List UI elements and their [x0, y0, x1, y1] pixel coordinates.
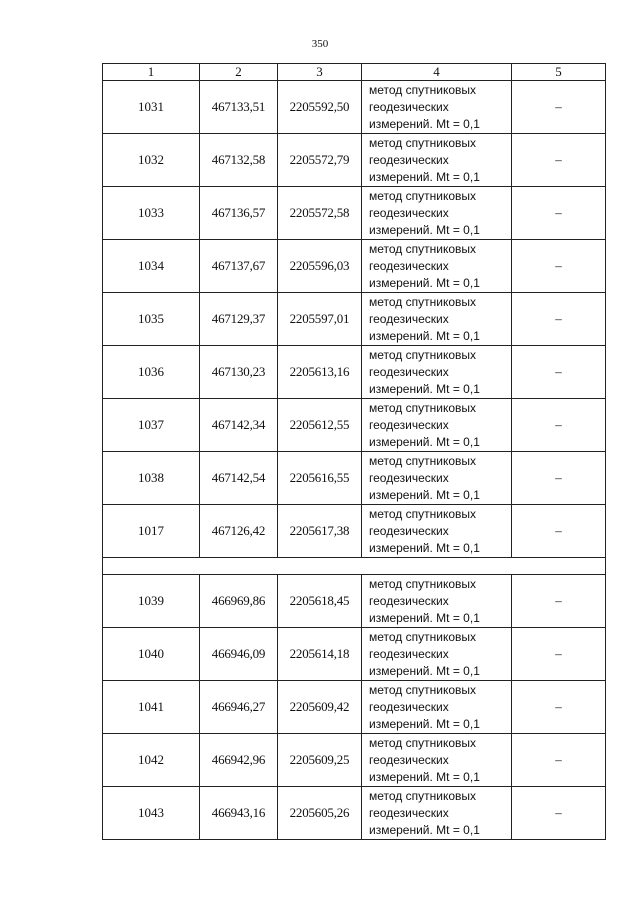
x-coordinate: 466942,96 — [200, 734, 278, 787]
table-row — [103, 187, 606, 240]
method-line-3: измерений. Mt = 0,1 — [369, 275, 480, 290]
point-number: 1035 — [103, 293, 200, 346]
point-number: 1034 — [103, 240, 200, 293]
group-separator-row — [103, 558, 606, 575]
table-row — [103, 681, 606, 734]
method-line-2: геодезических — [369, 593, 449, 608]
table-row — [103, 81, 606, 134]
method-line-2: геодезических — [369, 99, 449, 114]
method-line-2: геодезических — [369, 805, 449, 820]
empty-value-dash: – — [512, 452, 606, 505]
empty-value-dash: – — [512, 187, 606, 240]
method-line-3: измерений. Mt = 0,1 — [369, 487, 480, 502]
y-coordinate: 2205609,25 — [278, 734, 362, 787]
method-line-3: измерений. Mt = 0,1 — [369, 381, 480, 396]
method-line-1: метод спутниковых — [369, 241, 477, 256]
method-line-3: измерений. Mt = 0,1 — [369, 610, 480, 625]
method-description — [362, 787, 512, 840]
table-row — [103, 399, 606, 452]
method-line-3: измерений. Mt = 0,1 — [369, 769, 480, 784]
method-line-3: измерений. Mt = 0,1 — [369, 434, 480, 449]
method-line-3: измерений. Mt = 0,1 — [369, 822, 480, 837]
method-line-1: метод спутниковых — [369, 82, 477, 97]
x-coordinate: 467133,51 — [200, 81, 278, 134]
empty-value-dash: – — [512, 399, 606, 452]
y-coordinate: 2205572,79 — [278, 134, 362, 187]
table-row — [103, 575, 606, 628]
empty-value-dash: – — [512, 293, 606, 346]
point-number: 1041 — [103, 681, 200, 734]
method-description — [362, 505, 512, 558]
method-line-1: метод спутниковых — [369, 400, 477, 415]
empty-value-dash: – — [512, 240, 606, 293]
method-line-3: измерений. Mt = 0,1 — [369, 169, 480, 184]
header-col-4: 4 — [362, 64, 512, 81]
table-row — [103, 628, 606, 681]
group-separator-cell — [103, 558, 606, 575]
method-line-1: метод спутниковых — [369, 294, 477, 309]
empty-value-dash: – — [512, 134, 606, 187]
x-coordinate: 467142,34 — [200, 399, 278, 452]
method-line-3: измерений. Mt = 0,1 — [369, 663, 480, 678]
table-row — [103, 240, 606, 293]
y-coordinate: 2205612,55 — [278, 399, 362, 452]
method-description — [362, 81, 512, 134]
method-line-2: геодезических — [369, 258, 449, 273]
point-number: 1040 — [103, 628, 200, 681]
method-description — [362, 240, 512, 293]
x-coordinate: 467136,57 — [200, 187, 278, 240]
method-line-3: измерений. Mt = 0,1 — [369, 328, 480, 343]
table-row — [103, 134, 606, 187]
header-col-1: 1 — [103, 64, 200, 81]
empty-value-dash: – — [512, 734, 606, 787]
method-line-2: геодезических — [369, 523, 449, 538]
x-coordinate: 466946,09 — [200, 628, 278, 681]
method-line-2: геодезических — [369, 364, 449, 379]
table-row — [103, 787, 606, 840]
method-description — [362, 293, 512, 346]
method-description — [362, 187, 512, 240]
point-number: 1037 — [103, 399, 200, 452]
header-col-5: 5 — [512, 64, 606, 81]
method-description — [362, 575, 512, 628]
y-coordinate: 2205609,42 — [278, 681, 362, 734]
method-line-1: метод спутниковых — [369, 682, 477, 697]
y-coordinate: 2205618,45 — [278, 575, 362, 628]
x-coordinate: 467142,54 — [200, 452, 278, 505]
method-line-2: геодезических — [369, 205, 449, 220]
table-row — [103, 293, 606, 346]
point-number: 1039 — [103, 575, 200, 628]
y-coordinate: 2205613,16 — [278, 346, 362, 399]
empty-value-dash: – — [512, 81, 606, 134]
point-number: 1031 — [103, 81, 200, 134]
method-line-2: геодезических — [369, 152, 449, 167]
method-line-2: геодезических — [369, 752, 449, 767]
table-body — [103, 81, 606, 840]
x-coordinate: 467129,37 — [200, 293, 278, 346]
method-line-2: геодезических — [369, 699, 449, 714]
y-coordinate: 2205617,38 — [278, 505, 362, 558]
method-line-2: геодезических — [369, 417, 449, 432]
point-number: 1033 — [103, 187, 200, 240]
method-line-1: метод спутниковых — [369, 506, 477, 521]
page-number: 350 — [311, 38, 329, 50]
method-description — [362, 399, 512, 452]
x-coordinate: 466969,86 — [200, 575, 278, 628]
x-coordinate: 466943,16 — [200, 787, 278, 840]
header-col-3: 3 — [278, 64, 362, 81]
y-coordinate: 2205596,03 — [278, 240, 362, 293]
empty-value-dash: – — [512, 346, 606, 399]
y-coordinate: 2205572,58 — [278, 187, 362, 240]
point-number: 1036 — [103, 346, 200, 399]
method-description — [362, 346, 512, 399]
method-line-2: геодезических — [369, 646, 449, 661]
empty-value-dash: – — [512, 681, 606, 734]
y-coordinate: 2205597,01 — [278, 293, 362, 346]
x-coordinate: 467137,67 — [200, 240, 278, 293]
table-header-row — [103, 64, 606, 81]
method-line-2: геодезических — [369, 311, 449, 326]
coordinates-table — [102, 63, 606, 840]
method-line-3: измерений. Mt = 0,1 — [369, 222, 480, 237]
table-row — [103, 452, 606, 505]
method-line-1: метод спутниковых — [369, 576, 477, 591]
point-number: 1042 — [103, 734, 200, 787]
method-line-3: измерений. Mt = 0,1 — [369, 540, 480, 555]
method-line-3: измерений. Mt = 0,1 — [369, 116, 480, 131]
table-row — [103, 346, 606, 399]
x-coordinate: 467126,42 — [200, 505, 278, 558]
table-row — [103, 734, 606, 787]
x-coordinate: 467132,58 — [200, 134, 278, 187]
method-description — [362, 734, 512, 787]
method-description — [362, 681, 512, 734]
empty-value-dash: – — [512, 787, 606, 840]
table-row — [103, 505, 606, 558]
empty-value-dash: – — [512, 575, 606, 628]
y-coordinate: 2205605,26 — [278, 787, 362, 840]
y-coordinate: 2205614,18 — [278, 628, 362, 681]
empty-value-dash: – — [512, 505, 606, 558]
point-number: 1043 — [103, 787, 200, 840]
method-line-3: измерений. Mt = 0,1 — [369, 716, 480, 731]
x-coordinate: 466946,27 — [200, 681, 278, 734]
x-coordinate: 467130,23 — [200, 346, 278, 399]
point-number: 1038 — [103, 452, 200, 505]
header-col-2: 2 — [200, 64, 278, 81]
method-line-2: геодезических — [369, 470, 449, 485]
method-line-1: метод спутниковых — [369, 347, 477, 362]
method-line-1: метод спутниковых — [369, 135, 477, 150]
method-line-1: метод спутниковых — [369, 453, 477, 468]
method-line-1: метод спутниковых — [369, 188, 477, 203]
method-line-1: метод спутниковых — [369, 788, 477, 803]
method-line-1: метод спутниковых — [369, 629, 477, 644]
y-coordinate: 2205616,55 — [278, 452, 362, 505]
method-description — [362, 628, 512, 681]
empty-value-dash: – — [512, 628, 606, 681]
point-number: 1032 — [103, 134, 200, 187]
method-line-1: метод спутниковых — [369, 735, 477, 750]
method-description — [362, 134, 512, 187]
point-number: 1017 — [103, 505, 200, 558]
y-coordinate: 2205592,50 — [278, 81, 362, 134]
method-description — [362, 452, 512, 505]
